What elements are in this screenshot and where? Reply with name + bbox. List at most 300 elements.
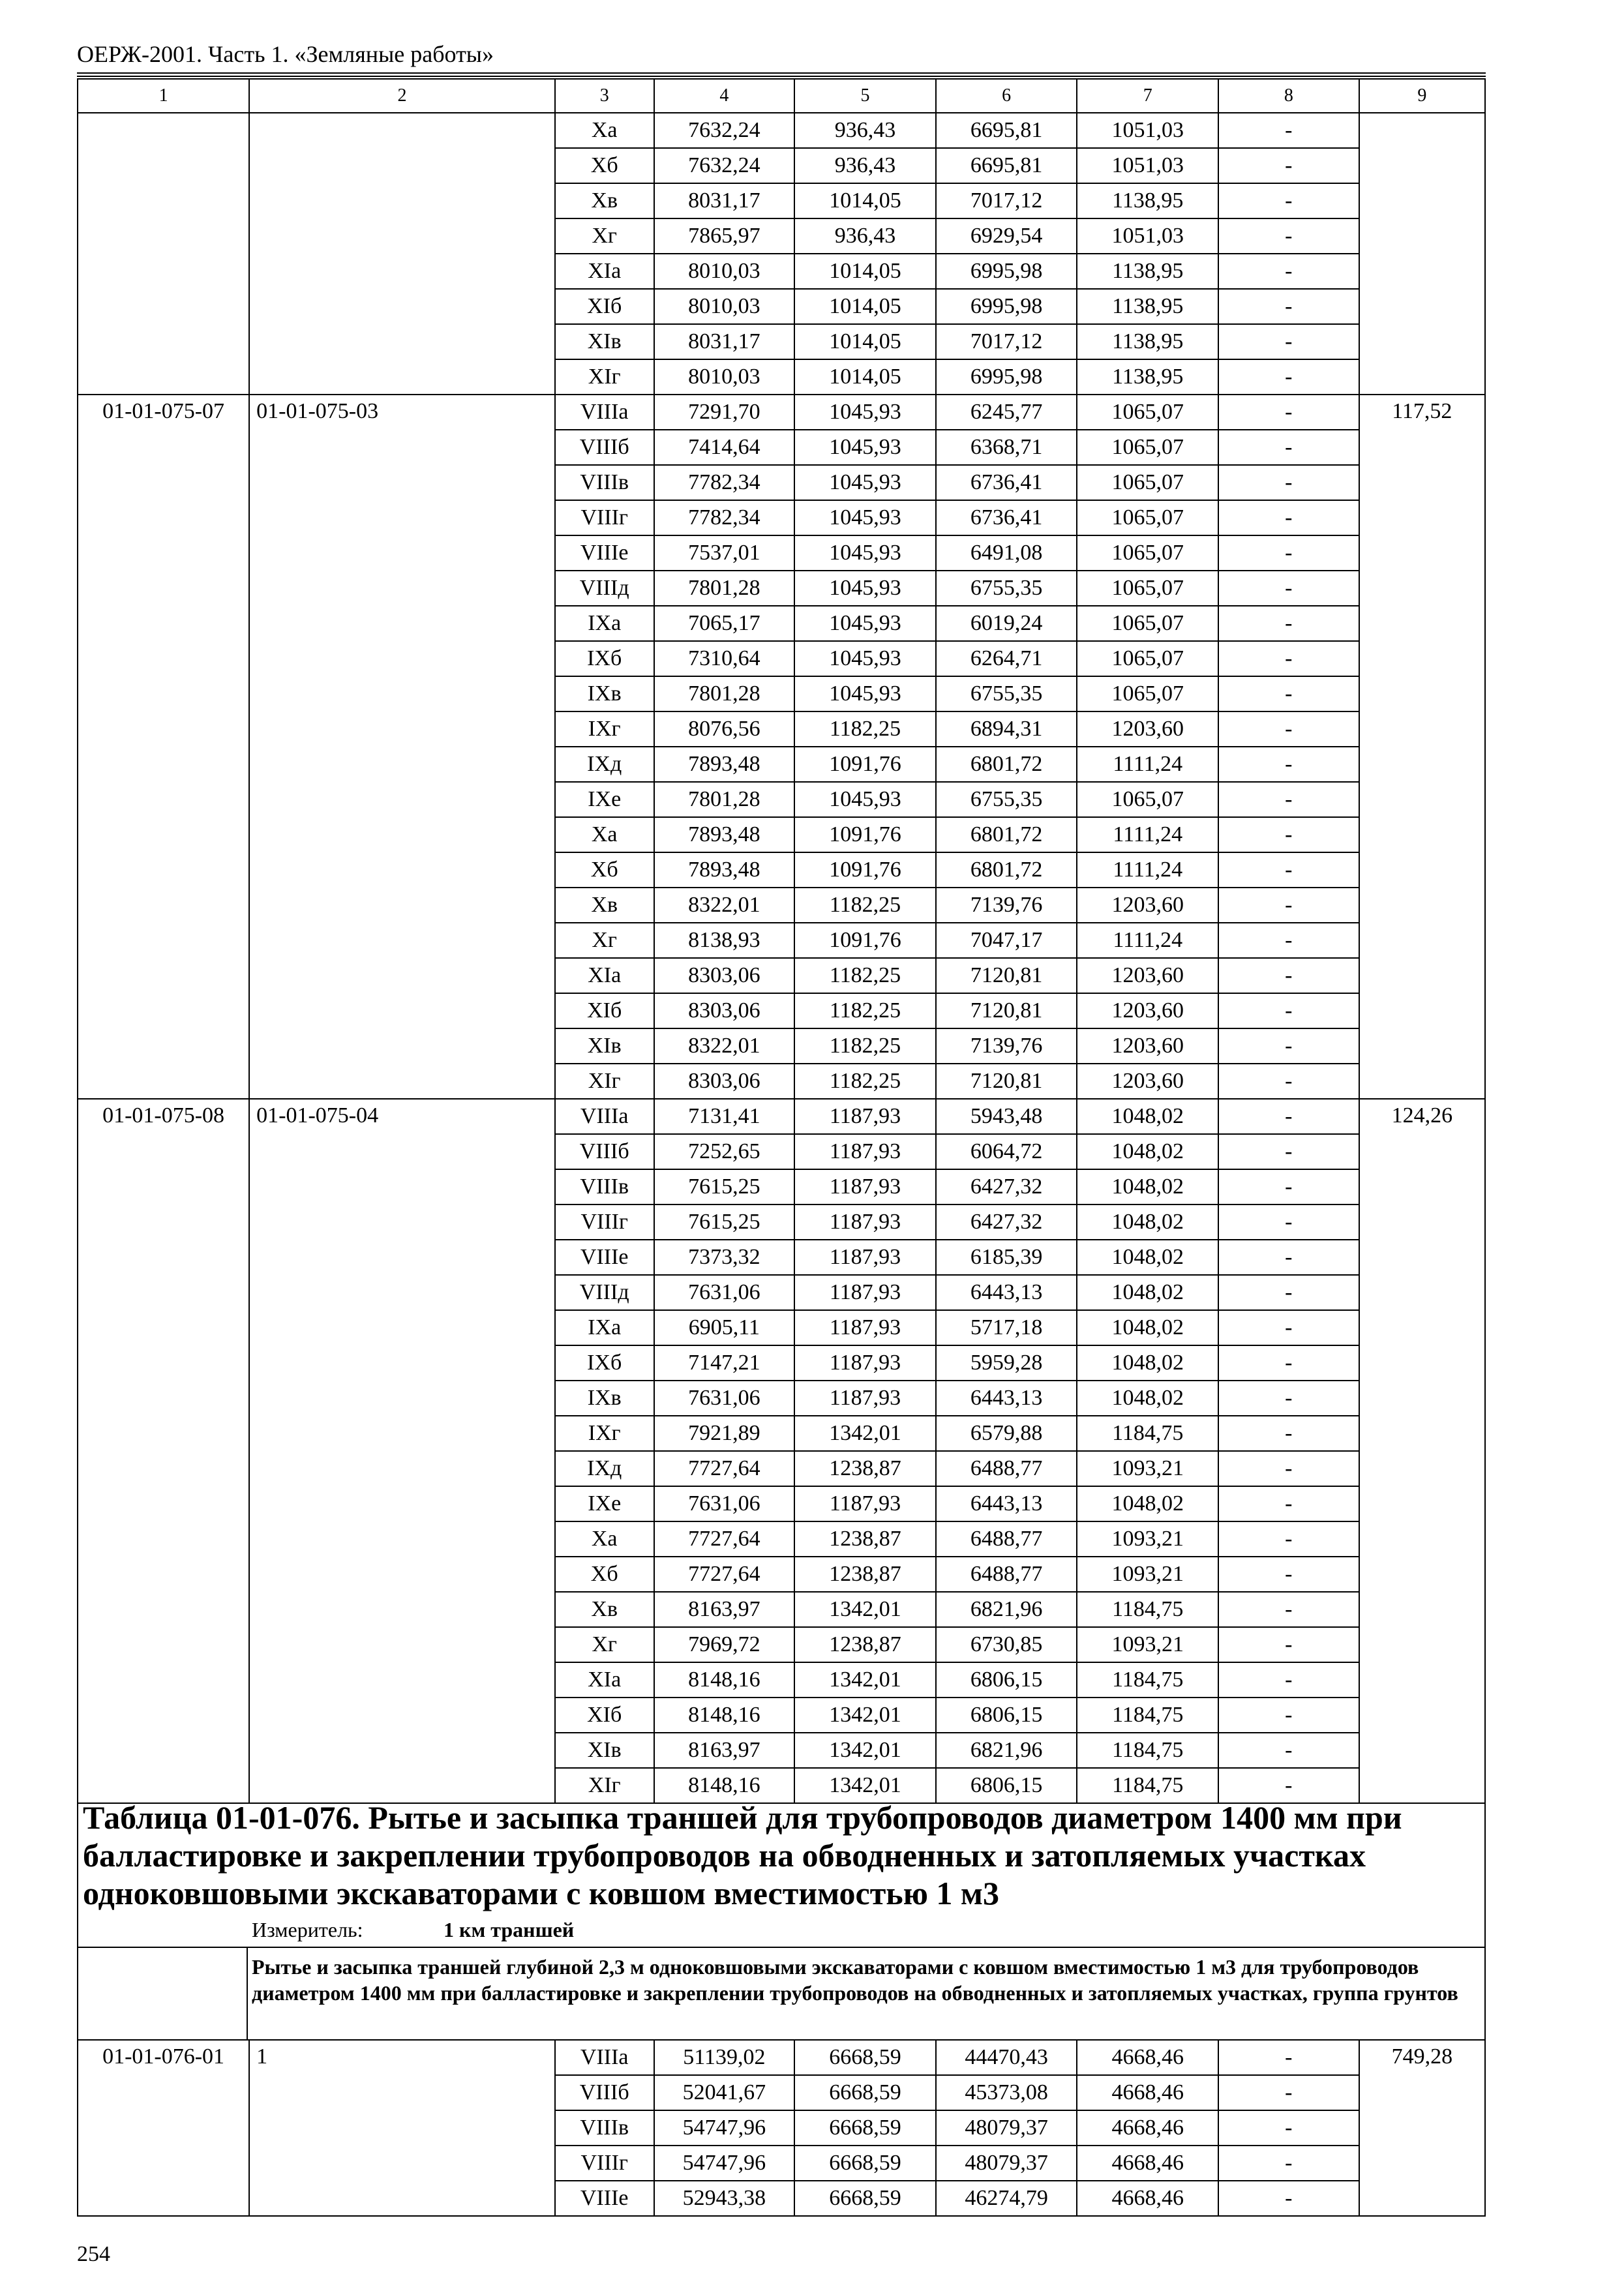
value-cell: 1065,07 xyxy=(1077,606,1218,641)
value-cell: 6801,72 xyxy=(936,817,1077,852)
value-cell: 1091,76 xyxy=(794,923,936,958)
value-cell: 1045,93 xyxy=(794,782,936,817)
soil-group-cell: XIв xyxy=(555,324,654,359)
ref-cell: 1 xyxy=(249,2040,555,2216)
soil-group-cell: VIIIб xyxy=(555,430,654,465)
value-cell: 1093,21 xyxy=(1077,1451,1218,1486)
labor-cell: 117,52 xyxy=(1359,395,1485,1099)
value-cell: 936,43 xyxy=(794,218,936,254)
value-cell: 1048,02 xyxy=(1077,1345,1218,1381)
value-cell: 1342,01 xyxy=(794,1662,936,1698)
page-header: ОЕРЖ-2001. Часть 1. «Земляные работы» xyxy=(77,41,494,67)
value-cell: 6368,71 xyxy=(936,430,1077,465)
value-cell: 7631,06 xyxy=(654,1381,795,1416)
meter-value: 1 км траншей xyxy=(444,1918,575,1941)
soil-group-cell: Xб xyxy=(555,852,654,888)
value-cell: 8010,03 xyxy=(654,289,795,324)
value-cell: - xyxy=(1218,289,1359,324)
value-cell: 7047,17 xyxy=(936,923,1077,958)
value-cell: 1051,03 xyxy=(1077,148,1218,183)
value-cell: 7801,28 xyxy=(654,571,795,606)
value-cell: 6730,85 xyxy=(936,1627,1077,1662)
value-cell: 1091,76 xyxy=(794,747,936,782)
value-cell: - xyxy=(1218,1028,1359,1064)
soil-group-cell: IXв xyxy=(555,1381,654,1416)
column-number: 4 xyxy=(654,79,795,113)
soil-group-cell: IXe xyxy=(555,782,654,817)
table-row xyxy=(78,395,1485,430)
value-cell: - xyxy=(1218,747,1359,782)
value-cell: 7801,28 xyxy=(654,676,795,711)
value-cell: 7632,24 xyxy=(654,113,795,148)
value-cell: 1065,07 xyxy=(1077,430,1218,465)
value-cell: 1203,60 xyxy=(1077,1064,1218,1099)
value-cell: 1187,93 xyxy=(794,1345,936,1381)
value-cell: 1342,01 xyxy=(794,1592,936,1627)
soil-group-cell: Xв xyxy=(555,1592,654,1627)
value-cell: 7782,34 xyxy=(654,465,795,500)
value-cell: - xyxy=(1218,1592,1359,1627)
soil-group-cell: IXa xyxy=(555,1310,654,1345)
value-cell: 7727,64 xyxy=(654,1557,795,1592)
value-cell: 6443,13 xyxy=(936,1275,1077,1310)
value-cell: 7865,97 xyxy=(654,218,795,254)
value-cell: 6755,35 xyxy=(936,571,1077,606)
value-cell: - xyxy=(1218,852,1359,888)
ref-cell: 01-01-075-03 xyxy=(249,395,555,1099)
value-cell: - xyxy=(1218,183,1359,218)
soil-group-cell: VIIIa xyxy=(555,2040,654,2075)
soil-group-cell: Xa xyxy=(555,1521,654,1557)
value-cell: 6668,59 xyxy=(794,2181,936,2216)
value-cell: 6443,13 xyxy=(936,1381,1077,1416)
value-cell: 1182,25 xyxy=(794,888,936,923)
value-cell: - xyxy=(1218,218,1359,254)
value-cell: 1065,07 xyxy=(1077,676,1218,711)
value-cell: 4668,46 xyxy=(1077,2040,1218,2075)
value-cell: 7131,41 xyxy=(654,1099,795,1134)
value-cell: 1065,07 xyxy=(1077,500,1218,535)
value-cell: 44470,43 xyxy=(936,2040,1077,2075)
value-cell: 6488,77 xyxy=(936,1451,1077,1486)
soil-group-cell: IXд xyxy=(555,1451,654,1486)
value-cell: - xyxy=(1218,1099,1359,1134)
value-cell: - xyxy=(1218,1768,1359,1803)
soil-group-cell: VIIIв xyxy=(555,1169,654,1204)
value-cell: 8303,06 xyxy=(654,958,795,993)
value-cell: 6995,98 xyxy=(936,254,1077,289)
value-cell: 7291,70 xyxy=(654,395,795,430)
soil-group-cell: Xб xyxy=(555,148,654,183)
value-cell: 1014,05 xyxy=(794,289,936,324)
value-cell: 7017,12 xyxy=(936,324,1077,359)
value-cell: - xyxy=(1218,782,1359,817)
value-cell: 4668,46 xyxy=(1077,2110,1218,2146)
value-cell: 1093,21 xyxy=(1077,1627,1218,1662)
value-cell: 8148,16 xyxy=(654,1768,795,1803)
value-cell: 1238,87 xyxy=(794,1627,936,1662)
value-cell: 1184,75 xyxy=(1077,1416,1218,1451)
value-cell: 1111,24 xyxy=(1077,852,1218,888)
value-cell: 7632,24 xyxy=(654,148,795,183)
value-cell: 8322,01 xyxy=(654,1028,795,1064)
value-cell: 1238,87 xyxy=(794,1557,936,1592)
soil-group-cell: XIг xyxy=(555,359,654,395)
value-cell: 1187,93 xyxy=(794,1134,936,1169)
soil-group-cell: XIв xyxy=(555,1733,654,1768)
value-cell: 1187,93 xyxy=(794,1310,936,1345)
value-cell: 6579,88 xyxy=(936,1416,1077,1451)
value-cell: 6668,59 xyxy=(794,2075,936,2110)
soil-group-cell: VIIIг xyxy=(555,1204,654,1240)
value-cell: 1182,25 xyxy=(794,1064,936,1099)
column-number: 9 xyxy=(1359,79,1485,113)
soil-group-cell: XIб xyxy=(555,289,654,324)
value-cell: 54747,96 xyxy=(654,2110,795,2146)
value-cell: 6755,35 xyxy=(936,782,1077,817)
value-cell: 7065,17 xyxy=(654,606,795,641)
value-cell: - xyxy=(1218,993,1359,1028)
column-number: 2 xyxy=(249,79,555,113)
value-cell: 8010,03 xyxy=(654,254,795,289)
table-row xyxy=(78,113,1485,148)
value-cell: 6736,41 xyxy=(936,500,1077,535)
value-cell: - xyxy=(1218,1275,1359,1310)
value-cell: 1045,93 xyxy=(794,535,936,571)
value-cell: 1048,02 xyxy=(1077,1310,1218,1345)
value-cell: - xyxy=(1218,817,1359,852)
value-cell: 7727,64 xyxy=(654,1521,795,1557)
soil-group-cell: XIб xyxy=(555,1698,654,1733)
value-cell: 1203,60 xyxy=(1077,1028,1218,1064)
value-cell: 1342,01 xyxy=(794,1733,936,1768)
value-cell: 1182,25 xyxy=(794,711,936,747)
value-cell: - xyxy=(1218,711,1359,747)
value-cell: 1048,02 xyxy=(1077,1240,1218,1275)
value-cell: - xyxy=(1218,1486,1359,1521)
value-cell: - xyxy=(1218,1521,1359,1557)
value-cell: 6245,77 xyxy=(936,395,1077,430)
value-cell: 1045,93 xyxy=(794,465,936,500)
value-cell: 1014,05 xyxy=(794,254,936,289)
value-cell: - xyxy=(1218,923,1359,958)
value-cell: - xyxy=(1218,113,1359,148)
value-cell: - xyxy=(1218,641,1359,676)
value-cell: 6894,31 xyxy=(936,711,1077,747)
value-cell: 6695,81 xyxy=(936,148,1077,183)
value-cell: 1184,75 xyxy=(1077,1662,1218,1698)
column-number: 6 xyxy=(936,79,1077,113)
value-cell: 1048,02 xyxy=(1077,1204,1218,1240)
value-cell: 1014,05 xyxy=(794,183,936,218)
value-cell: 1065,07 xyxy=(1077,571,1218,606)
value-cell: 6185,39 xyxy=(936,1240,1077,1275)
value-cell: 1065,07 xyxy=(1077,465,1218,500)
value-cell: - xyxy=(1218,676,1359,711)
value-cell: 5943,48 xyxy=(936,1099,1077,1134)
value-cell: 6488,77 xyxy=(936,1521,1077,1557)
soil-group-cell: Xв xyxy=(555,888,654,923)
value-cell: 6736,41 xyxy=(936,465,1077,500)
rate-code-cell: 01-01-075-08 xyxy=(78,1099,249,1803)
value-cell: 7615,25 xyxy=(654,1169,795,1204)
value-cell: 54747,96 xyxy=(654,2146,795,2181)
value-cell: - xyxy=(1218,1381,1359,1416)
value-cell: 1045,93 xyxy=(794,641,936,676)
value-cell: 1342,01 xyxy=(794,1698,936,1733)
value-cell: 6427,32 xyxy=(936,1204,1077,1240)
value-cell: 7017,12 xyxy=(936,183,1077,218)
value-cell: 1048,02 xyxy=(1077,1169,1218,1204)
value-cell: 6806,15 xyxy=(936,1768,1077,1803)
value-cell: - xyxy=(1218,2181,1359,2216)
soil-group-cell: XIг xyxy=(555,1768,654,1803)
value-cell: 1014,05 xyxy=(794,324,936,359)
value-cell: 1051,03 xyxy=(1077,113,1218,148)
value-cell: - xyxy=(1218,606,1359,641)
value-cell: - xyxy=(1218,1310,1359,1345)
soil-group-cell: Xг xyxy=(555,1627,654,1662)
value-cell: - xyxy=(1218,571,1359,606)
value-cell: - xyxy=(1218,2040,1359,2075)
soil-group-cell: IXг xyxy=(555,711,654,747)
value-cell: 1182,25 xyxy=(794,958,936,993)
value-cell: 8031,17 xyxy=(654,183,795,218)
value-cell: 1138,95 xyxy=(1077,289,1218,324)
ref-cell xyxy=(249,113,555,395)
value-cell: 1342,01 xyxy=(794,1416,936,1451)
value-cell: 6668,59 xyxy=(794,2040,936,2075)
value-cell: 7727,64 xyxy=(654,1451,795,1486)
labor-cell: 124,26 xyxy=(1359,1099,1485,1803)
value-cell: 6806,15 xyxy=(936,1698,1077,1733)
value-cell: 936,43 xyxy=(794,148,936,183)
value-cell: - xyxy=(1218,359,1359,395)
value-cell: - xyxy=(1218,535,1359,571)
value-cell: 1187,93 xyxy=(794,1381,936,1416)
column-number: 7 xyxy=(1077,79,1218,113)
value-cell: 7801,28 xyxy=(654,782,795,817)
page-number: 254 xyxy=(77,2242,110,2266)
value-cell: 7120,81 xyxy=(936,958,1077,993)
value-cell: - xyxy=(1218,2146,1359,2181)
value-cell: 6668,59 xyxy=(794,2146,936,2181)
value-cell: 1045,93 xyxy=(794,395,936,430)
value-cell: 6695,81 xyxy=(936,113,1077,148)
value-cell: 1184,75 xyxy=(1077,1592,1218,1627)
value-cell: 6427,32 xyxy=(936,1169,1077,1204)
value-cell: 8148,16 xyxy=(654,1662,795,1698)
divider xyxy=(247,1948,248,2039)
value-cell: 45373,08 xyxy=(936,2075,1077,2110)
value-cell: 8076,56 xyxy=(654,711,795,747)
value-cell: 1091,76 xyxy=(794,852,936,888)
value-cell: - xyxy=(1218,500,1359,535)
value-cell: 6443,13 xyxy=(936,1486,1077,1521)
table-title: Таблица 01-01-076. Рытье и засыпка траншей для трубопроводов диаметром 1400 мм при балластировке и закреплении трубопроводов на обводненных и затопляемых участках одноковшовыми экскаваторами с ковшом вместимостью 1 м3 xyxy=(83,1799,1402,1911)
value-cell: 7615,25 xyxy=(654,1204,795,1240)
value-cell: 1065,07 xyxy=(1077,535,1218,571)
value-cell: 8148,16 xyxy=(654,1698,795,1733)
soil-group-cell: XIв xyxy=(555,1028,654,1064)
value-cell: 6491,08 xyxy=(936,535,1077,571)
value-cell: - xyxy=(1218,465,1359,500)
rates-table xyxy=(77,2039,1486,2217)
value-cell: 8010,03 xyxy=(654,359,795,395)
soil-group-cell: VIIIг xyxy=(555,500,654,535)
value-cell: 7252,65 xyxy=(654,1134,795,1169)
meter-label: Измеритель: xyxy=(252,1918,363,1941)
soil-group-cell: IXa xyxy=(555,606,654,641)
value-cell: 52041,67 xyxy=(654,2075,795,2110)
value-cell: 6995,98 xyxy=(936,289,1077,324)
soil-group-cell: VIIIe xyxy=(555,535,654,571)
value-cell: 7120,81 xyxy=(936,993,1077,1028)
value-cell: 1045,93 xyxy=(794,430,936,465)
value-cell: - xyxy=(1218,888,1359,923)
soil-group-cell: VIIIe xyxy=(555,1240,654,1275)
value-cell: - xyxy=(1218,324,1359,359)
value-cell: 7631,06 xyxy=(654,1275,795,1310)
soil-group-cell: Xa xyxy=(555,817,654,852)
column-number-row xyxy=(78,79,1485,113)
value-cell: - xyxy=(1218,1733,1359,1768)
value-cell: 1065,07 xyxy=(1077,395,1218,430)
value-cell: 7893,48 xyxy=(654,817,795,852)
value-cell: 1238,87 xyxy=(794,1521,936,1557)
value-cell: 1187,93 xyxy=(794,1169,936,1204)
value-cell: - xyxy=(1218,1345,1359,1381)
value-cell: - xyxy=(1218,1064,1359,1099)
value-cell: 1182,25 xyxy=(794,993,936,1028)
value-cell: 1048,02 xyxy=(1077,1275,1218,1310)
value-cell: 1182,25 xyxy=(794,1028,936,1064)
value-cell: 1342,01 xyxy=(794,1768,936,1803)
table-row xyxy=(78,2040,1485,2075)
soil-group-cell: IXв xyxy=(555,676,654,711)
value-cell: 1238,87 xyxy=(794,1451,936,1486)
value-cell: - xyxy=(1218,1240,1359,1275)
value-cell: 1093,21 xyxy=(1077,1521,1218,1557)
soil-group-cell: XIa xyxy=(555,254,654,289)
value-cell: - xyxy=(1218,148,1359,183)
soil-group-cell: IXг xyxy=(555,1416,654,1451)
value-cell: - xyxy=(1218,1662,1359,1698)
column-number: 5 xyxy=(794,79,936,113)
soil-group-cell: Xв xyxy=(555,183,654,218)
rates-table-continued xyxy=(77,78,1486,1804)
value-cell: 7631,06 xyxy=(654,1486,795,1521)
value-cell: 7120,81 xyxy=(936,1064,1077,1099)
value-cell: - xyxy=(1218,2075,1359,2110)
value-cell: 51139,02 xyxy=(654,2040,795,2075)
soil-group-cell: Xa xyxy=(555,113,654,148)
value-cell: 7139,76 xyxy=(936,1028,1077,1064)
value-cell: 1111,24 xyxy=(1077,817,1218,852)
value-cell: - xyxy=(1218,1627,1359,1662)
value-cell: - xyxy=(1218,395,1359,430)
value-cell: 1014,05 xyxy=(794,359,936,395)
soil-group-cell: VIIIв xyxy=(555,2110,654,2146)
value-cell: - xyxy=(1218,430,1359,465)
soil-group-cell: XIг xyxy=(555,1064,654,1099)
value-cell: 1184,75 xyxy=(1077,1698,1218,1733)
value-cell: 6806,15 xyxy=(936,1662,1077,1698)
value-cell: 6821,96 xyxy=(936,1733,1077,1768)
value-cell: 5717,18 xyxy=(936,1310,1077,1345)
soil-group-cell: IXe xyxy=(555,1486,654,1521)
value-cell: 1187,93 xyxy=(794,1486,936,1521)
value-cell: 1138,95 xyxy=(1077,359,1218,395)
value-cell: 4668,46 xyxy=(1077,2181,1218,2216)
value-cell: 7969,72 xyxy=(654,1627,795,1662)
value-cell: 6801,72 xyxy=(936,747,1077,782)
value-cell: 1048,02 xyxy=(1077,1486,1218,1521)
soil-group-cell: VIIIд xyxy=(555,1275,654,1310)
value-cell: 1138,95 xyxy=(1077,324,1218,359)
soil-group-cell: IXб xyxy=(555,641,654,676)
soil-group-cell: XIa xyxy=(555,958,654,993)
value-cell: 7373,32 xyxy=(654,1240,795,1275)
value-cell: 1203,60 xyxy=(1077,711,1218,747)
soil-group-cell: Xг xyxy=(555,218,654,254)
value-cell: 1048,02 xyxy=(1077,1381,1218,1416)
value-cell: 1138,95 xyxy=(1077,183,1218,218)
labor-cell: 749,28 xyxy=(1359,2040,1485,2216)
soil-group-cell: VIIIe xyxy=(555,2181,654,2216)
value-cell: 1045,93 xyxy=(794,606,936,641)
value-cell: 8163,97 xyxy=(654,1592,795,1627)
value-cell: 6995,98 xyxy=(936,359,1077,395)
value-cell: 6019,24 xyxy=(936,606,1077,641)
value-cell: 6801,72 xyxy=(936,852,1077,888)
value-cell: 6488,77 xyxy=(936,1557,1077,1592)
value-cell: 1203,60 xyxy=(1077,993,1218,1028)
value-cell: 46274,79 xyxy=(936,2181,1077,2216)
soil-group-cell: VIIIв xyxy=(555,465,654,500)
rate-code-cell: 01-01-076-01 xyxy=(78,2040,249,2216)
value-cell: 8031,17 xyxy=(654,324,795,359)
value-cell: 1048,02 xyxy=(1077,1134,1218,1169)
value-cell: - xyxy=(1218,1134,1359,1169)
soil-group-cell: VIIIa xyxy=(555,1099,654,1134)
value-cell: 6755,35 xyxy=(936,676,1077,711)
value-cell: 8138,93 xyxy=(654,923,795,958)
soil-group-cell: XIб xyxy=(555,993,654,1028)
value-cell: - xyxy=(1218,1204,1359,1240)
value-cell: - xyxy=(1218,254,1359,289)
value-cell: 1187,93 xyxy=(794,1275,936,1310)
value-cell: 1138,95 xyxy=(1077,254,1218,289)
value-cell: 7537,01 xyxy=(654,535,795,571)
value-cell: 7782,34 xyxy=(654,500,795,535)
value-cell: 1187,93 xyxy=(794,1240,936,1275)
header-rule xyxy=(77,72,1486,74)
value-cell: 1111,24 xyxy=(1077,747,1218,782)
value-cell: 1065,07 xyxy=(1077,782,1218,817)
labor-cell xyxy=(1359,113,1485,395)
value-cell: 1093,21 xyxy=(1077,1557,1218,1592)
soil-group-cell: IXд xyxy=(555,747,654,782)
value-cell: 1187,93 xyxy=(794,1204,936,1240)
value-cell: 1187,93 xyxy=(794,1099,936,1134)
value-cell: 1065,07 xyxy=(1077,641,1218,676)
value-cell: 7921,89 xyxy=(654,1416,795,1451)
value-cell: 1048,02 xyxy=(1077,1099,1218,1134)
soil-group-cell: VIIIa xyxy=(555,395,654,430)
header-rule xyxy=(77,76,1486,77)
value-cell: 1045,93 xyxy=(794,676,936,711)
